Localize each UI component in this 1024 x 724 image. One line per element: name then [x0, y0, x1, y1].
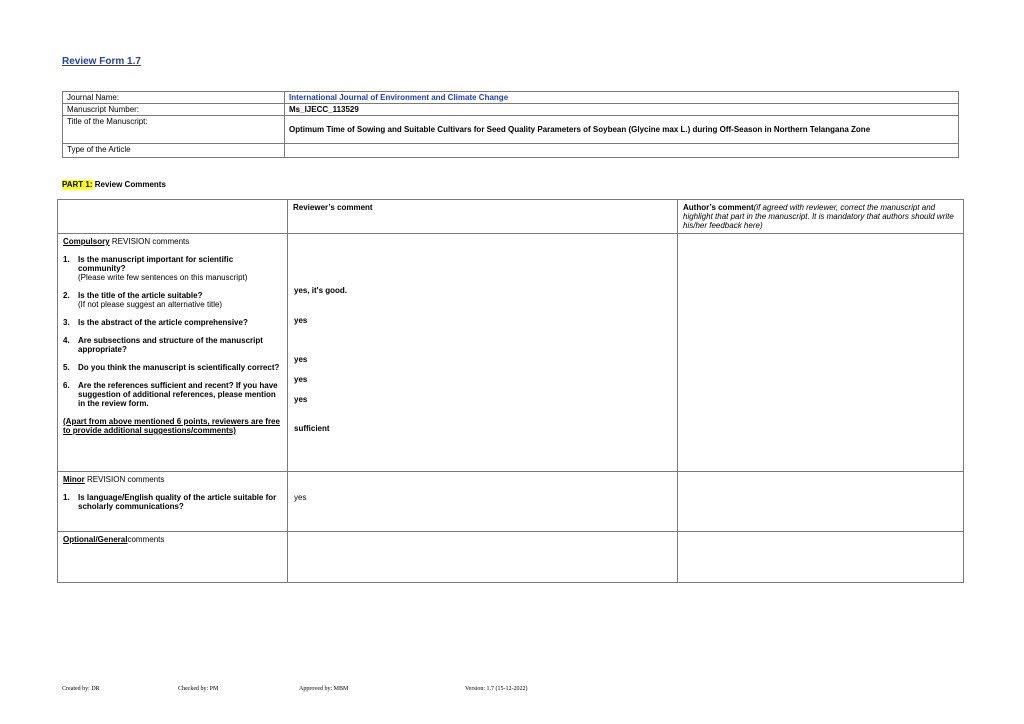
- author-comment-header: [678, 200, 964, 234]
- form-title: Review Form 1.7: [62, 56, 141, 67]
- answer-2: yes: [294, 316, 308, 325]
- question-1: 1. Is the manuscript important for scientific community? (Please write few sentences on this manuscript): [63, 255, 248, 282]
- optional-heading: Optional/Generalcomments: [63, 535, 165, 544]
- article-type-label: Type of the Article: [63, 144, 285, 158]
- header-blank-cell: [58, 200, 288, 234]
- manuscript-info-table: [62, 91, 959, 158]
- manuscript-title-label: Title of the Manuscript:: [63, 116, 285, 144]
- minor-heading: Minor REVISION comments: [63, 475, 165, 484]
- part-heading: [62, 180, 166, 189]
- minor-question-1: 1. Is language/English quality of the article suitable for scholarly communications?: [63, 493, 277, 511]
- question-3: 3. Is the abstract of the article comprehensive?: [63, 318, 248, 327]
- review-comments-table: [57, 199, 964, 583]
- footer-checked: Checked by: PM: [178, 686, 219, 692]
- footer-approved: Approved by: MBM: [299, 686, 349, 692]
- question-2: 2. Is the title of the article suitable? (If not please suggest an alternative title): [63, 291, 223, 309]
- article-type-value: [285, 144, 959, 158]
- manuscript-number-value: Ms_IJECC_113529: [285, 104, 959, 116]
- answer-4: yes: [294, 375, 308, 384]
- answer-3: yes: [294, 355, 308, 364]
- minor-answer-1: yes: [294, 493, 307, 502]
- question-6: 6. Are the references sufficient and recent? If you have suggestion of additional references, please mention in the review form.: [63, 381, 278, 408]
- optional-cell: [58, 532, 288, 583]
- apart-note: (Apart from above mentioned 6 points, reviewers are free to provide additional suggestions/comments): [63, 417, 280, 435]
- author-comment-instructions: (if agreed with reviewer, correct the manuscript and highlight that part in the manuscript. It is mandatory that authors should write his/her feedback here): [683, 203, 954, 230]
- question-4: 4. Are subsections and structure of the manuscript appropriate?: [63, 336, 263, 354]
- minor-answers-cell: [288, 472, 678, 532]
- manuscript-title-value: Optimum Time of Sowing and Suitable Cultivars for Seed Quality Parameters of Soybean (Glycine max L.) during Off-Season in Northern Telangana Zone: [285, 116, 959, 144]
- compulsory-author-cell[interactable]: [678, 234, 964, 472]
- answer-6: sufficient: [294, 424, 330, 433]
- footer-created: Created by: DR: [62, 686, 100, 692]
- author-comment-header-bold: Author’s comment: [683, 203, 754, 212]
- journal-name-value: International Journal of Environment and Climate Change: [285, 92, 959, 104]
- answer-5: yes: [294, 395, 308, 404]
- optional-reviewer-cell: [288, 532, 678, 583]
- part-label: PART 1:: [62, 180, 93, 189]
- minor-author-cell[interactable]: [678, 472, 964, 532]
- reviewer-comment-header: Reviewer’s comment: [288, 200, 678, 234]
- compulsory-questions-cell: [58, 234, 288, 472]
- minor-questions-cell: [58, 472, 288, 532]
- part-title: Review Comments: [92, 180, 166, 189]
- journal-name-label: Journal Name:: [63, 92, 285, 104]
- answer-1: yes, it's good.: [294, 286, 348, 295]
- footer-version: Version: 1.7 (15-12-2022): [465, 686, 528, 692]
- manuscript-number-label: Manuscript Number:: [63, 104, 285, 116]
- compulsory-heading: Compulsory REVISION comments: [63, 237, 190, 246]
- question-5: 5. Do you think the manuscript is scientifically correct?: [63, 363, 280, 372]
- optional-author-cell[interactable]: [678, 532, 964, 583]
- compulsory-answers-cell: [288, 234, 678, 472]
